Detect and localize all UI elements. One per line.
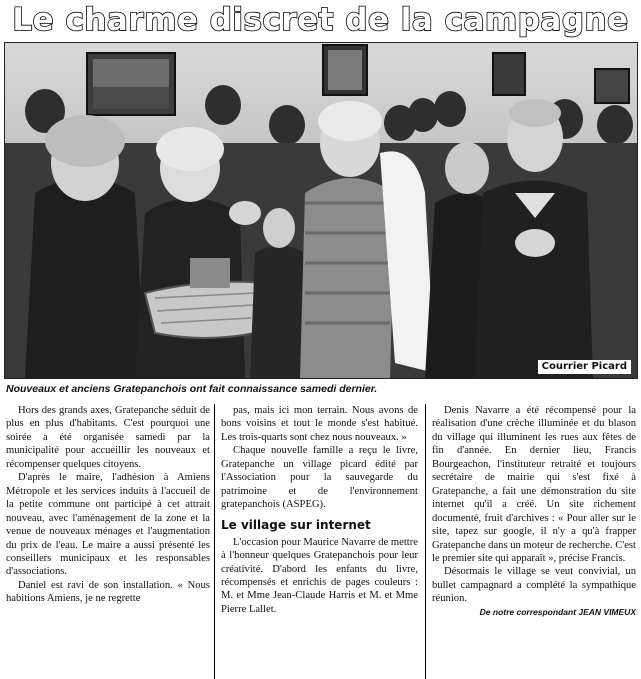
- paragraph: Chaque nouvelle famille a reçu le livre, Gratepanche un village picard édité par l'Association pour la sauvegarde du patrimoine et de l'environnement gratepanchois (ASPEG).: [221, 445, 418, 511]
- paragraph: D'après le maire, l'adhésion à Amiens Métropole et les services induits à l'accueil de la petite commune ont participé à cet attrait nouveau, avec l'aménagement de la zone et la venue de nouveaux ménages et l'augmentation du prix de l'eau. Le maire a aussi présenté les conseillers municipaux et les responsables d'associations.: [6, 472, 210, 578]
- paragraph: Désormais le village se veut convivial, un bullet campagnard a complété la sympathique réunion.: [432, 566, 636, 605]
- photo-illustration: [5, 43, 637, 378]
- article-column-2: [221, 404, 418, 679]
- paragraph: Hors des grands axes, Gratepanche séduit de plus en plus d'habitants. C'est pourquoi une soirée a été organisée samedi par la municipalité pour accueillir les nouveaux et récompenser quelques citoyens.: [6, 405, 210, 470]
- article-column-3: [432, 404, 636, 679]
- photo-caption: Nouveaux et anciens Gratepanchois ont fait connaissance samedi dernier.: [6, 383, 378, 395]
- column-rule: [425, 404, 426, 679]
- column-rule: [214, 404, 215, 679]
- paragraph: pas, mais ici mon terrain. Nous avons de bons voisins et tout le monde s'est habitué. Les trois-quarts sont chez nous nouveaux. »: [221, 405, 418, 443]
- paragraph: Denis Navarre a été récompensé pour la réalisation d'une crèche illuminée et du blason du village qui illuminent les rues aux fêtes de fin d'année. En dernier lieu, Francis Bourgeachon, l'instituteur retraité et toujours secrétaire de mairie qui s'est fixé à Gratepanche, a fait une démonstration du site internet qu'il a créé. Un site richement documenté, fruit d'archives : « Pour aller sur le site, tapez sur google, il n'y a qu'à frapper Gratepanche dans un moteur de recherche. C'est le premier site qui apparaît », précise Francis.: [432, 405, 636, 564]
- article-photo: [4, 42, 638, 379]
- article-column-1: [6, 404, 210, 679]
- photo-credit: Courrier Picard: [538, 360, 631, 374]
- paragraph: L'occasion pour Maurice Navarre de mettre à l'honneur quelques Gratepanchois pour leur créativité. D'abord les enfants du livre, récompensés et enrichis de pages couleurs : M. et Mme Jean-Claude Harris et M. et Mme Pierre Lallet.: [221, 536, 418, 615]
- subheading: Le village sur internet: [221, 517, 371, 532]
- paragraph: Daniel est ravi de son installation. « Nous habitions Amiens, je ne regrette: [6, 579, 210, 605]
- headline: Le charme discret de la campagne: [12, 2, 629, 38]
- byline: De notre correspondant JEAN VIMEUX: [479, 606, 636, 617]
